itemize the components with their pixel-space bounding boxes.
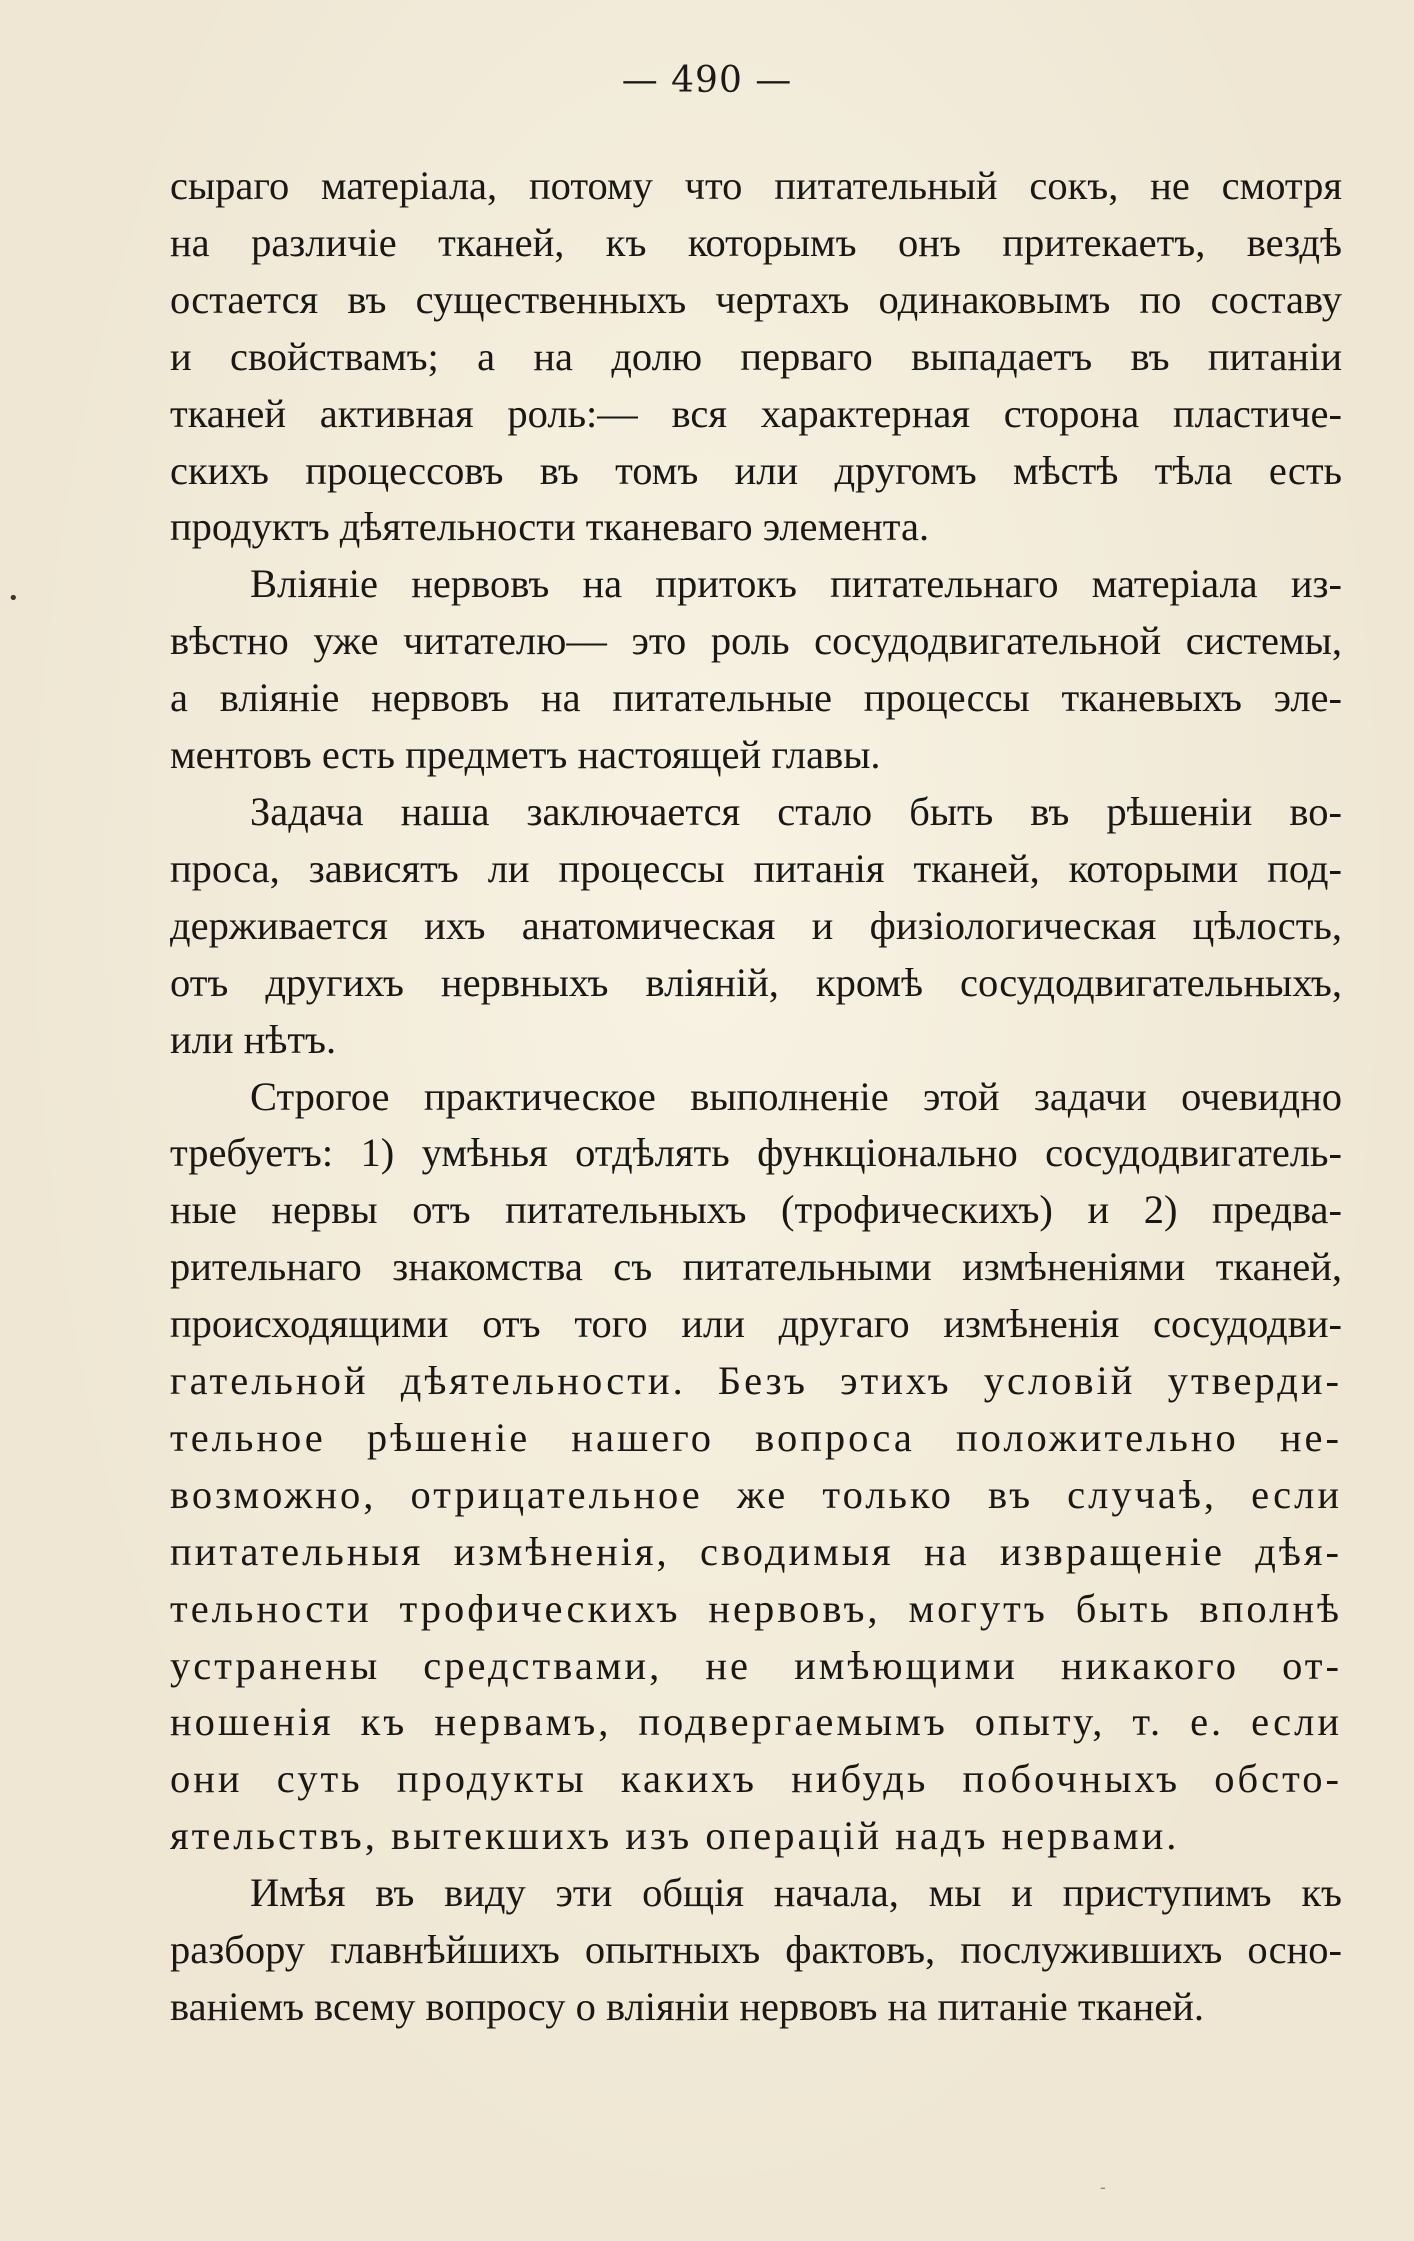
text-line: Строгое практическое выполненіе этой задачи очевидно: [250, 1073, 1342, 1119]
stray-mark: ‐: [1100, 2178, 1106, 2197]
text-line: скихъ процессовъ въ томъ или другомъ мѣстѣ тѣла есть: [170, 447, 1342, 493]
text-line: Вліяніе нервовъ на притокъ питательнаго матеріала из-: [250, 561, 1342, 607]
text-line: ментовъ есть предметъ настоящей главы.: [170, 732, 881, 778]
paragraph-2: [170, 556, 1342, 784]
text-line: рительнаго знакомства съ питательными измѣненіями тканей,: [170, 1244, 1342, 1290]
text-line: требуетъ: 1) умѣнья отдѣлять функціонально сосудодвигатель-: [170, 1130, 1342, 1176]
text-line: остается въ существенныхъ чертахъ одинаковымъ по составу: [170, 276, 1342, 322]
text-line: отъ другихъ нервныхъ вліяній, кромѣ сосудодвигательныхъ,: [170, 959, 1342, 1005]
text-line: или нѣтъ.: [170, 1016, 337, 1062]
text-line: сыраго матеріала, потому что питательный сокъ, не смотря: [170, 163, 1342, 208]
paragraph-4: [170, 1069, 1342, 1866]
margin-dot: •: [8, 588, 19, 609]
text-line: держивается ихъ анатомическая и физіологическая цѣлость,: [170, 902, 1342, 948]
text-line: продуктъ дѣятельности тканеваго элемента.: [170, 504, 930, 550]
text-line: на различіе тканей, къ которымъ онъ притекаетъ, вездѣ: [170, 219, 1342, 265]
page-number: — 490 —: [621, 60, 793, 101]
text-line: ятельствъ, вытекшихъ изъ операцій надъ нервами.: [170, 1813, 1180, 1859]
text-line: Имѣя въ виду эти общія начала, мы и приступимъ къ: [250, 1870, 1342, 1916]
text-line: вѣстно уже читателю— это роль сосудодвигательной системы,: [170, 618, 1342, 664]
text-line: а вліяніе нервовъ на питательные процессы тканевыхъ эле-: [170, 675, 1342, 721]
text-line: тельное рѣшеніе нашего вопроса положительно не-: [170, 1414, 1342, 1460]
text-line: возможно, отрицательное же только въ случаѣ, если: [170, 1471, 1342, 1517]
text-line: и свойствамъ; а на долю перваго выпадаетъ въ питаніи: [170, 333, 1342, 379]
text-line: гательной дѣятельности. Безъ этихъ условій утверди-: [170, 1358, 1342, 1404]
text-line: они суть продукты какихъ нибудь побочныхъ обсто-: [170, 1756, 1342, 1802]
text-line: проса, зависятъ ли процессы питанія тканей, которыми под-: [170, 845, 1342, 891]
text-line: питательныя измѣненія, сводимыя на извращеніе дѣя-: [170, 1528, 1342, 1574]
text-line: Задача наша заключается стало быть въ рѣшеніи во-: [250, 788, 1342, 834]
paragraph-1: [170, 158, 1342, 556]
text-line: устранены средствами, не имѣющими никакого от-: [170, 1642, 1342, 1688]
text-line: тельности трофическихъ нервовъ, могутъ быть вполнѣ: [170, 1585, 1342, 1631]
paragraph-5: [170, 1865, 1342, 2036]
text-line: ношенія къ нервамъ, подвергаемымъ опыту, т. е. если: [170, 1699, 1342, 1745]
text-line: разбору главнѣйшихъ опытныхъ фактовъ, послужившихъ осно-: [170, 1927, 1342, 1973]
text-line: ваніемъ всему вопросу о вліяніи нервовъ на питаніе тканей.: [170, 1984, 1205, 2029]
text-line: происходящими отъ того или другаго измѣненія сосудодви-: [170, 1301, 1342, 1347]
body-text: [170, 158, 1342, 2036]
text-line: ные нервы отъ питательныхъ (трофическихъ) и 2) предва-: [170, 1187, 1342, 1233]
paragraph-3: [170, 784, 1342, 1069]
text-line: тканей активная роль:— вся характерная сторона пластиче-: [170, 390, 1342, 436]
